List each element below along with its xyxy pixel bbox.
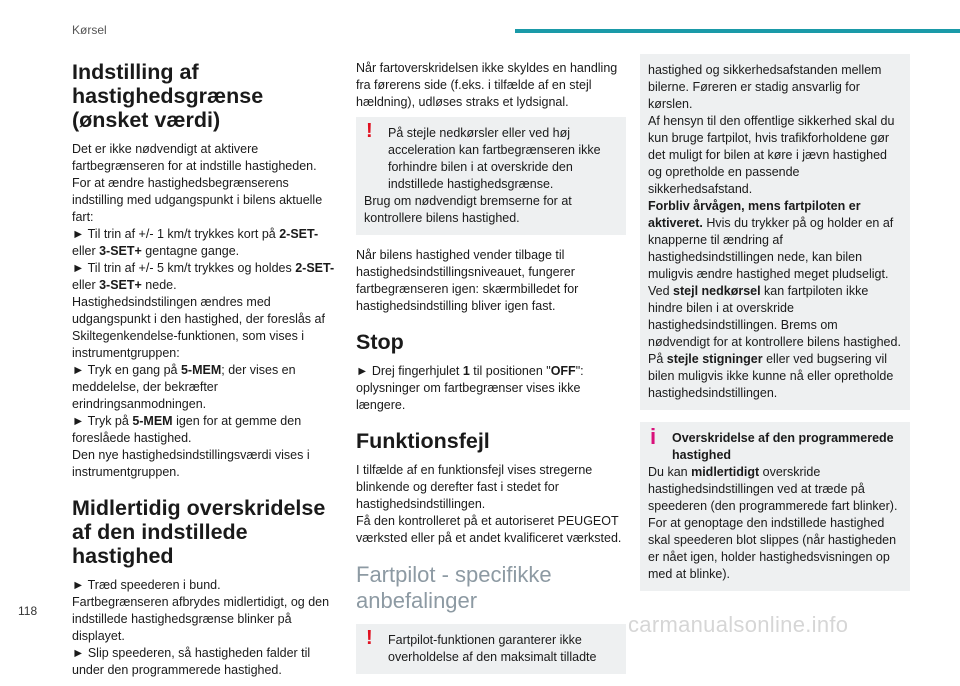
warning-box — [356, 624, 626, 674]
info-text: Du kan midlertidigt overskride hastighedsindstillingen ved at træde på speederen (den programmerede fart blinker). For at genoptage den indstillede hastighed skal speederen blot slippes (når hastigheden er nået igen, holder hastighedsvisningen op med at blinke). — [648, 465, 898, 581]
column-middle — [356, 60, 626, 686]
warning-icon: ! — [366, 120, 373, 142]
bullet-item: ► Træd speederen i bund. — [72, 578, 221, 592]
warning-text: På stejle nedkørsler eller ved høj acceleration kan fartbegrænseren ikke forhindre bilen i at overskride den indstillede hastighedsgrænse. — [388, 126, 601, 191]
paragraph: Få den kontrolleret på et autoriseret PEUGEOT værksted eller på et andet kvalificeret værksted. — [356, 514, 622, 545]
paragraph: Når bilens hastighed vender tilbage til hastighedsindstillingsniveauet, fungerer fartbegrænseren igen: skærmbilledet for hastighedsindstilling bliver igen fast. — [356, 248, 579, 313]
warning-box — [356, 117, 626, 235]
warning-box-continued — [640, 54, 910, 410]
bullet-item: ► Til trin af +/- 5 km/t trykkes og holdes 2-SET- eller 3-SET+ nede. — [72, 261, 335, 292]
warning-text: På stejle stigninger eller ved bugsering vil bilen muligvis ikke kunne nå eller opretholde hastighedsindstillingen. — [648, 352, 894, 400]
section-header: Kørsel — [72, 23, 107, 37]
paragraph: I tilfælde af en funktionsfejl vises stregerne blinkende og derefter fast i stedet for hastighedsindstillingen. — [356, 463, 593, 511]
header-accent-bar — [515, 29, 960, 33]
heading-temporary-override: Midlertidig overskridelse af den indstillede hastighed — [72, 496, 326, 568]
paragraph: Det er ikke nødvendigt at aktivere fartbegrænseren for at indstille hastigheden. — [72, 142, 317, 173]
warning-text: hastighed og sikkerhedsafstanden mellem bilerne. Føreren er stadig ansvarlig for kørslen. — [648, 63, 882, 111]
warning-icon: ! — [366, 627, 373, 649]
bullet-item: ► Slip speederen, så hastigheden falder til under den programmerede hastighed. — [72, 646, 311, 677]
heading-speed-setting: Indstilling af hastighedsgrænse (ønsket værdi) — [72, 60, 264, 132]
warning-text: Af hensyn til den offentlige sikkerhed skal du kun bruge fartpilot, hvis trafikforholdene gør det muligt for bilen at køre i jævn hastighed og opretholde en passende sikkerhedsafstand. — [648, 114, 895, 196]
bullet-item: ► Tryk en gang på 5-MEM; der vises en meddelelse, der bekræfter erindringsanmodningen. — [72, 363, 296, 411]
info-icon: i — [650, 424, 657, 449]
bullet-item: ► Drej fingerhjulet 1 til positionen "OFF": oplysninger om fartbegrænser vises ikke længere. — [356, 364, 584, 412]
heading-cruise-recommendations: Fartpilot - specifikke anbefalinger — [356, 562, 552, 613]
warning-text: Forbliv årvågen, mens fartpiloten er aktiveret. Hvis du trykker på og holder en af knapperne til ændring af hastighedsindstillingen nede, kan bilen muligvis ændre hastighed meget pludseligt. — [648, 199, 894, 281]
column-left — [72, 60, 342, 679]
paragraph: Den nye hastighedsindstillingsværdi vises i instrumentgruppen. — [72, 448, 310, 479]
paragraph: For at ændre hastighedsbegrænserens indstilling med udgangspunkt i bilens aktuelle fart: — [72, 176, 323, 224]
info-title: Overskridelse af den programmerede hastighed — [672, 431, 894, 462]
column-right — [640, 54, 910, 603]
paragraph: Hastighedsindstilingen ændres med udgangspunkt i den hastighed, der foreslås af Skiltegenkendelse-funktionen, som vises i instrumentgruppen: — [72, 295, 325, 360]
heading-malfunction: Funktionsfejl — [356, 429, 490, 453]
heading-stop: Stop — [356, 330, 404, 354]
warning-text: Brug om nødvendigt bremserne for at kontrollere bilens hastighed. — [364, 194, 572, 225]
watermark: carmanualsonline.info — [628, 612, 849, 637]
paragraph: Fartbegrænseren afbrydes midlertidigt, og den indstillede hastighedsgrænse blinker på displayet. — [72, 595, 330, 643]
bullet-item: ► Til trin af +/- 1 km/t trykkes kort på 2-SET- eller 3-SET+ gentagne gange. — [72, 227, 319, 258]
bullet-item: ► Tryk på 5-MEM igen for at gemme den foreslåede hastighed. — [72, 414, 302, 445]
warning-text: Fartpilot-funktionen garanterer ikke overholdelse af den maksimalt tilladte — [388, 633, 597, 664]
warning-text: Ved stejl nedkørsel kan fartpiloten ikke hindre bilen i at overskride hastighedsindstillingen. Brems om nødvendigt for at kontrollere bilens hastighed. — [648, 284, 901, 349]
info-box — [640, 422, 910, 591]
paragraph: Når fartoverskridelsen ikke skyldes en handling fra førerens side (f.eks. i tilfælde af en stejl hældning), udløses straks et lydsignal. — [356, 61, 618, 109]
page-number: 118 — [18, 604, 38, 618]
